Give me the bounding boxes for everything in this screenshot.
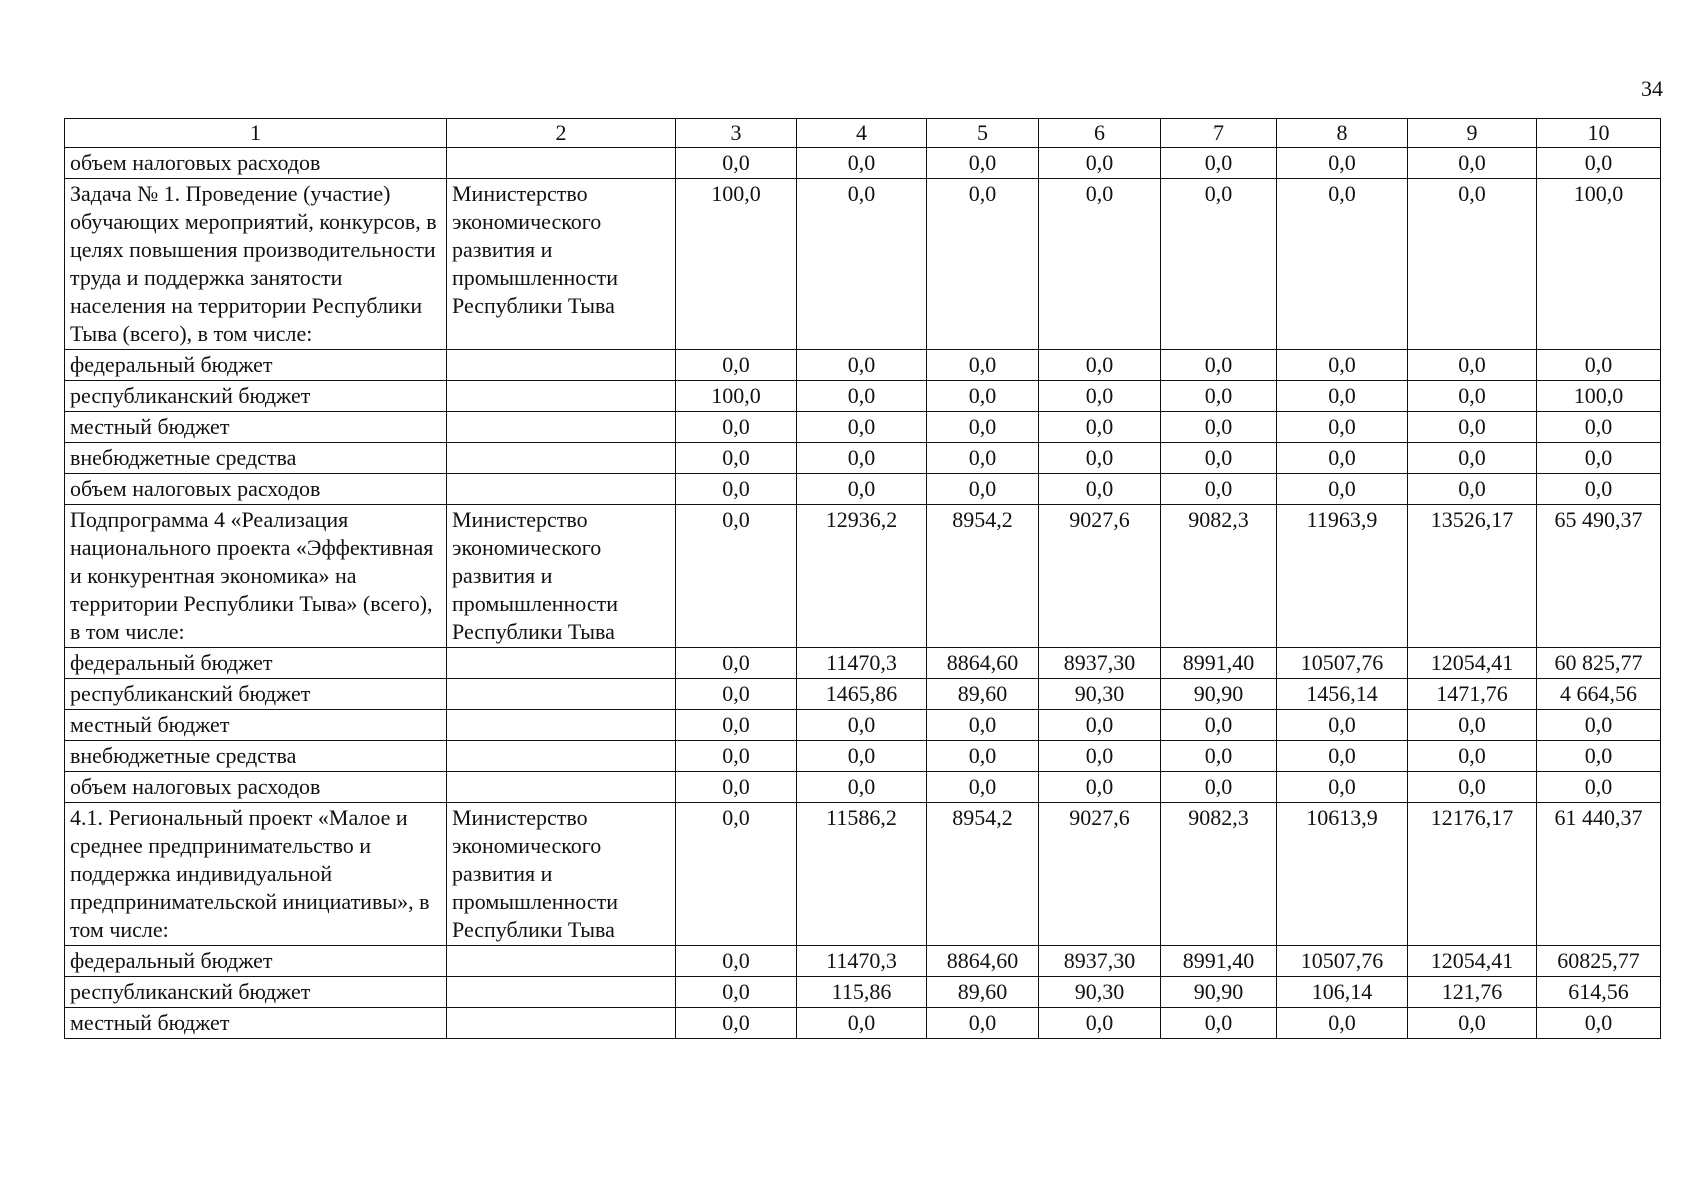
- value-cell: 0,0: [1039, 412, 1161, 443]
- executor-cell: [447, 474, 676, 505]
- value-cell: 0,0: [1277, 474, 1408, 505]
- value-cell: 1471,76: [1408, 679, 1537, 710]
- value-cell: 8864,60: [927, 946, 1039, 977]
- value-cell: 121,76: [1408, 977, 1537, 1008]
- value-cell: 0,0: [797, 443, 927, 474]
- table-row: [65, 179, 1661, 350]
- value-cell: 9027,6: [1039, 505, 1161, 648]
- column-header: 7: [1161, 119, 1277, 148]
- value-cell: 100,0: [676, 179, 797, 350]
- value-cell: 0,0: [676, 741, 797, 772]
- value-cell: 0,0: [1408, 412, 1537, 443]
- executor-cell: [447, 1008, 676, 1039]
- row-label: республиканский бюджет: [65, 977, 447, 1008]
- value-cell: 0,0: [797, 710, 927, 741]
- column-header: 5: [927, 119, 1039, 148]
- table-row: [65, 741, 1661, 772]
- value-cell: 8937,30: [1039, 648, 1161, 679]
- value-cell: 0,0: [676, 350, 797, 381]
- row-label: 4.1. Региональный проект «Малое и среднее предпринимательство и поддержка индивидуальной предпринимательской инициативы», в том числе:: [65, 803, 447, 946]
- row-label: объем налоговых расходов: [65, 772, 447, 803]
- value-cell: 0,0: [676, 648, 797, 679]
- value-cell: 0,0: [676, 474, 797, 505]
- value-cell: 0,0: [1408, 772, 1537, 803]
- value-cell: 0,0: [927, 772, 1039, 803]
- value-cell: 0,0: [797, 1008, 927, 1039]
- column-header: 8: [1277, 119, 1408, 148]
- row-label: Подпрограмма 4 «Реализация национального проекта «Эффективная и конкурентная экономика» на территории Республики Тыва» (всего), в том числе:: [65, 505, 447, 648]
- value-cell: 0,0: [1408, 179, 1537, 350]
- value-cell: 65 490,37: [1537, 505, 1661, 648]
- table-row: [65, 474, 1661, 505]
- row-label: Задача № 1. Проведение (участие) обучающих мероприятий, конкурсов, в целях повышения производительности труда и поддержка занятости населения на территории Республики Тыва (всего), в том числе:: [65, 179, 447, 350]
- table-row: [65, 710, 1661, 741]
- value-cell: 106,14: [1277, 977, 1408, 1008]
- row-label: федеральный бюджет: [65, 350, 447, 381]
- value-cell: 0,0: [1039, 1008, 1161, 1039]
- executor-cell: [447, 946, 676, 977]
- page-number: 34: [1641, 76, 1663, 101]
- value-cell: 0,0: [1161, 772, 1277, 803]
- row-label: внебюджетные средства: [65, 741, 447, 772]
- value-cell: 0,0: [1039, 148, 1161, 179]
- value-cell: 10613,9: [1277, 803, 1408, 946]
- value-cell: 0,0: [1277, 741, 1408, 772]
- column-header: 6: [1039, 119, 1161, 148]
- value-cell: 0,0: [927, 148, 1039, 179]
- value-cell: 0,0: [1039, 381, 1161, 412]
- value-cell: 1456,14: [1277, 679, 1408, 710]
- table-row: [65, 679, 1661, 710]
- value-cell: 0,0: [676, 803, 797, 946]
- column-header: 9: [1408, 119, 1537, 148]
- value-cell: 0,0: [797, 412, 927, 443]
- value-cell: 0,0: [927, 412, 1039, 443]
- executor-cell: [447, 381, 676, 412]
- column-header: 3: [676, 119, 797, 148]
- value-cell: 100,0: [1537, 179, 1661, 350]
- value-cell: 0,0: [1277, 350, 1408, 381]
- executor-cell: [447, 148, 676, 179]
- value-cell: 0,0: [927, 350, 1039, 381]
- executor-cell: [447, 350, 676, 381]
- value-cell: 90,90: [1161, 679, 1277, 710]
- value-cell: 0,0: [1537, 710, 1661, 741]
- value-cell: 9082,3: [1161, 505, 1277, 648]
- value-cell: 89,60: [927, 679, 1039, 710]
- value-cell: 0,0: [1537, 1008, 1661, 1039]
- value-cell: 0,0: [1277, 148, 1408, 179]
- value-cell: 0,0: [1161, 1008, 1277, 1039]
- row-label: объем налоговых расходов: [65, 148, 447, 179]
- value-cell: 12054,41: [1408, 946, 1537, 977]
- row-label: объем налоговых расходов: [65, 474, 447, 505]
- table-row: [65, 350, 1661, 381]
- value-cell: 9082,3: [1161, 803, 1277, 946]
- value-cell: 115,86: [797, 977, 927, 1008]
- value-cell: 0,0: [927, 741, 1039, 772]
- table-row: [65, 946, 1661, 977]
- table-row: [65, 443, 1661, 474]
- value-cell: 0,0: [797, 741, 927, 772]
- value-cell: 0,0: [1039, 772, 1161, 803]
- column-header: 1: [65, 119, 447, 148]
- table-row: [65, 505, 1661, 648]
- value-cell: 0,0: [797, 148, 927, 179]
- value-cell: 11470,3: [797, 946, 927, 977]
- value-cell: 0,0: [676, 412, 797, 443]
- value-cell: 0,0: [1161, 350, 1277, 381]
- value-cell: 100,0: [1537, 381, 1661, 412]
- executor-cell: Министерство экономического развития и промышленности Республики Тыва: [447, 179, 676, 350]
- value-cell: 0,0: [1408, 381, 1537, 412]
- value-cell: 0,0: [797, 179, 927, 350]
- value-cell: 0,0: [1277, 772, 1408, 803]
- executor-cell: Министерство экономического развития и промышленности Республики Тыва: [447, 505, 676, 648]
- value-cell: 8991,40: [1161, 946, 1277, 977]
- value-cell: 60825,77: [1537, 946, 1661, 977]
- value-cell: 0,0: [927, 710, 1039, 741]
- value-cell: 0,0: [1277, 381, 1408, 412]
- value-cell: 0,0: [797, 350, 927, 381]
- value-cell: 0,0: [1039, 179, 1161, 350]
- row-label: внебюджетные средства: [65, 443, 447, 474]
- value-cell: 90,30: [1039, 977, 1161, 1008]
- value-cell: 0,0: [676, 772, 797, 803]
- value-cell: 0,0: [1161, 741, 1277, 772]
- value-cell: 0,0: [797, 772, 927, 803]
- table-row: [65, 412, 1661, 443]
- value-cell: 0,0: [676, 710, 797, 741]
- value-cell: 0,0: [1408, 741, 1537, 772]
- value-cell: 4 664,56: [1537, 679, 1661, 710]
- table-row: [65, 977, 1661, 1008]
- value-cell: 0,0: [1277, 1008, 1408, 1039]
- value-cell: 8864,60: [927, 648, 1039, 679]
- column-header: 2: [447, 119, 676, 148]
- column-header: 10: [1537, 119, 1661, 148]
- executor-cell: [447, 679, 676, 710]
- value-cell: 0,0: [1537, 474, 1661, 505]
- table-row: [65, 1008, 1661, 1039]
- executor-cell: [447, 443, 676, 474]
- table-row: [65, 148, 1661, 179]
- value-cell: 11963,9: [1277, 505, 1408, 648]
- value-cell: 8991,40: [1161, 648, 1277, 679]
- value-cell: 11470,3: [797, 648, 927, 679]
- row-label: республиканский бюджет: [65, 679, 447, 710]
- value-cell: 11586,2: [797, 803, 927, 946]
- value-cell: 614,56: [1537, 977, 1661, 1008]
- row-label: федеральный бюджет: [65, 648, 447, 679]
- value-cell: 13526,17: [1408, 505, 1537, 648]
- value-cell: 0,0: [1039, 741, 1161, 772]
- value-cell: 0,0: [676, 443, 797, 474]
- executor-cell: [447, 772, 676, 803]
- value-cell: 100,0: [676, 381, 797, 412]
- value-cell: 10507,76: [1277, 946, 1408, 977]
- value-cell: 0,0: [676, 977, 797, 1008]
- value-cell: 8954,2: [927, 803, 1039, 946]
- value-cell: 0,0: [1537, 443, 1661, 474]
- value-cell: 9027,6: [1039, 803, 1161, 946]
- executor-cell: [447, 741, 676, 772]
- value-cell: 0,0: [1039, 350, 1161, 381]
- value-cell: 0,0: [1277, 443, 1408, 474]
- value-cell: 0,0: [1161, 443, 1277, 474]
- value-cell: 0,0: [1408, 350, 1537, 381]
- value-cell: 0,0: [676, 1008, 797, 1039]
- value-cell: 0,0: [927, 474, 1039, 505]
- value-cell: 0,0: [1408, 474, 1537, 505]
- value-cell: 10507,76: [1277, 648, 1408, 679]
- value-cell: 0,0: [1537, 741, 1661, 772]
- executor-cell: Министерство экономического развития и промышленности Республики Тыва: [447, 803, 676, 946]
- value-cell: 0,0: [676, 946, 797, 977]
- header-row: [65, 119, 1661, 148]
- value-cell: 60 825,77: [1537, 648, 1661, 679]
- value-cell: 90,30: [1039, 679, 1161, 710]
- value-cell: 0,0: [1408, 710, 1537, 741]
- row-label: местный бюджет: [65, 710, 447, 741]
- value-cell: 89,60: [927, 977, 1039, 1008]
- table-body: [65, 148, 1661, 1039]
- executor-cell: [447, 977, 676, 1008]
- value-cell: 0,0: [927, 179, 1039, 350]
- executor-cell: [447, 412, 676, 443]
- value-cell: 12054,41: [1408, 648, 1537, 679]
- value-cell: 8954,2: [927, 505, 1039, 648]
- value-cell: 0,0: [1408, 443, 1537, 474]
- value-cell: 0,0: [1161, 148, 1277, 179]
- value-cell: 0,0: [1161, 474, 1277, 505]
- value-cell: 8937,30: [1039, 946, 1161, 977]
- value-cell: 0,0: [1039, 474, 1161, 505]
- table-row: [65, 803, 1661, 946]
- value-cell: 0,0: [1277, 179, 1408, 350]
- value-cell: 0,0: [1537, 350, 1661, 381]
- budget-table: [64, 118, 1661, 1039]
- value-cell: 0,0: [1039, 443, 1161, 474]
- row-label: федеральный бюджет: [65, 946, 447, 977]
- table-row: [65, 648, 1661, 679]
- executor-cell: [447, 648, 676, 679]
- value-cell: 0,0: [1408, 148, 1537, 179]
- table-row: [65, 772, 1661, 803]
- value-cell: 0,0: [927, 443, 1039, 474]
- value-cell: 0,0: [1277, 710, 1408, 741]
- value-cell: 0,0: [797, 381, 927, 412]
- value-cell: 12176,17: [1408, 803, 1537, 946]
- value-cell: 0,0: [1537, 412, 1661, 443]
- value-cell: 0,0: [1408, 1008, 1537, 1039]
- value-cell: 1465,86: [797, 679, 927, 710]
- value-cell: 0,0: [1039, 710, 1161, 741]
- value-cell: 0,0: [927, 1008, 1039, 1039]
- row-label: местный бюджет: [65, 1008, 447, 1039]
- value-cell: 0,0: [797, 474, 927, 505]
- executor-cell: [447, 710, 676, 741]
- value-cell: 0,0: [1161, 179, 1277, 350]
- column-header: 4: [797, 119, 927, 148]
- value-cell: 90,90: [1161, 977, 1277, 1008]
- value-cell: 0,0: [1161, 381, 1277, 412]
- row-label: республиканский бюджет: [65, 381, 447, 412]
- value-cell: 0,0: [1277, 412, 1408, 443]
- value-cell: 0,0: [676, 679, 797, 710]
- value-cell: 61 440,37: [1537, 803, 1661, 946]
- value-cell: 0,0: [927, 381, 1039, 412]
- value-cell: 0,0: [676, 148, 797, 179]
- value-cell: 0,0: [676, 505, 797, 648]
- value-cell: 0,0: [1161, 412, 1277, 443]
- value-cell: 0,0: [1161, 710, 1277, 741]
- row-label: местный бюджет: [65, 412, 447, 443]
- value-cell: 0,0: [1537, 148, 1661, 179]
- table-row: [65, 381, 1661, 412]
- value-cell: 0,0: [1537, 772, 1661, 803]
- value-cell: 12936,2: [797, 505, 927, 648]
